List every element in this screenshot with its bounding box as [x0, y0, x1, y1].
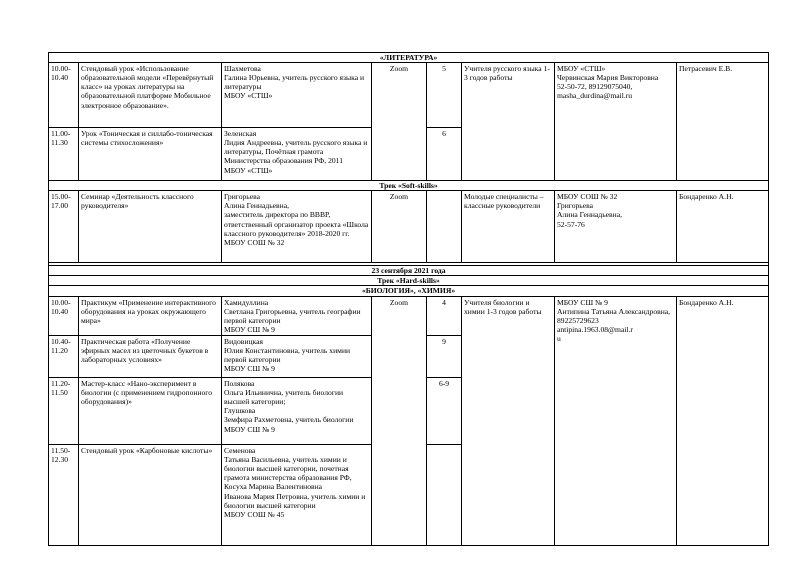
date-header: 23 сентября 2021 года: [49, 266, 769, 276]
grade-cell: 4: [427, 296, 462, 335]
speaker-cell: Григорьева Алина Геннадьевна, заместитель директора по ВВВР, ответственный организатор проекта «Школа классного руководителя» 2018-2020 гг. МБОУ СОШ № 32: [222, 191, 372, 263]
audience-cell: Учителя русского языка 1-3 годов работы: [462, 63, 555, 181]
audience-cell: Молодые специалисты – классные руководители: [462, 191, 555, 263]
grade-cell: 5: [427, 63, 462, 128]
contact-cell: МБОУ «СТШ» Червинская Мария Викторовна 52-50-72, 89129075040, masha_durdina@mail.ru: [555, 63, 677, 181]
format-cell: Zoom: [372, 63, 427, 181]
event-cell: Практикум «Применение интерактивного оборудования на уроках окружающего мира»: [79, 296, 222, 335]
event-cell: Мастер-класс «Нано-эксперимент в биологии (с применением гидропонного оборудования)»: [79, 377, 222, 444]
event-cell: Практическая работа «Получение эфирных масел из цветочных букетов в лабораторных условиях»: [79, 335, 222, 377]
hard-track-row: [49, 276, 769, 286]
grade-cell: 6-9: [427, 377, 462, 444]
grade-cell: 9: [427, 335, 462, 377]
time-cell: 15.00-17.00: [49, 191, 79, 263]
format-cell: Zoom: [372, 296, 427, 545]
table-row: [49, 296, 769, 335]
speaker-cell: Хамидуллина Светлана Григорьевна, учитель географии первой категории МБОУ СШ № 9: [222, 296, 372, 335]
time-cell: 10.00-10.40: [49, 63, 79, 128]
speaker-cell: Шахметова Галина Юрьевна, учитель русского языка и литературы МБОУ «СТШ»: [222, 63, 372, 128]
soft-track-row: [49, 181, 769, 191]
speaker-cell: Видовицкая Юлия Константиновна, учитель химии первой категории МБОУ СШ № 9: [222, 335, 372, 377]
contact-cell: МБОУ СШ № 9 Антипина Татьяна Александровна, 89225729623 antipina.1963.08@mail.r u: [555, 296, 677, 545]
moderator-cell: Бондаренко А.Н.: [677, 191, 769, 263]
format-cell: Zoom: [372, 191, 427, 263]
grade-cell: 6: [427, 128, 462, 181]
event-cell: Семинар «Деятельность классного руководителя»: [79, 191, 222, 263]
bio-header-row: [49, 286, 769, 296]
time-cell: 11.20-11.50: [49, 377, 79, 444]
moderator-cell: Бондаренко А.Н.: [677, 296, 769, 545]
schedule-table: [48, 52, 769, 546]
time-cell: 11.50-12.30: [49, 444, 79, 545]
table-row: [49, 63, 769, 128]
track-header-soft: Трек «Soft-skills»: [49, 181, 769, 191]
section-header-biology: «БИОЛОГИЯ», «ХИМИЯ»: [49, 286, 769, 296]
grade-cell: [427, 191, 462, 263]
date-row: [49, 266, 769, 276]
track-header-hard: Трек «Hard-skills»: [49, 276, 769, 286]
lit-header-row: [49, 53, 769, 63]
contact-cell: МБОУ СОШ № 32 Григорьева Алина Геннадьевна, 52-57-76: [555, 191, 677, 263]
time-cell: 11.00-11.30: [49, 128, 79, 181]
speaker-cell: Полякова Ольга Ильинична, учитель биологии высшей категории; Глушкова Земфира Рахметовна, учитель биологии МБОУ СШ № 9: [222, 377, 372, 444]
event-cell: Стендовый урок «Карбоновые кислоты»: [79, 444, 222, 545]
time-cell: 10.00-10.40: [49, 296, 79, 335]
section-header-literature: «ЛИТЕРАТУРА»: [49, 53, 769, 63]
time-cell: 10.40-11.20: [49, 335, 79, 377]
audience-cell: Учителя биологии и химии 1-3 годов работы: [462, 296, 555, 545]
speaker-cell: Семенова Татьяна Васильевна, учитель химии и биологии высшей категории, почетная грамота министерства образования РФ, Косуха Марина Валентиновна Иванова Мария Петровна, учитель химии и биологии высшей категории МБОУ СОШ № 45: [222, 444, 372, 545]
event-cell: Стендовый урок «Использование образовательной модели «Перевёрнутый класс» на уроках литературы на образовательной платформе Мобильное электронное образование».: [79, 63, 222, 128]
moderator-cell: Петрасевич Е.В.: [677, 63, 769, 181]
grade-cell: [427, 444, 462, 545]
event-cell: Урок «Тоническая и силлабо-тоническая системы стихосложения»: [79, 128, 222, 181]
speaker-cell: Зеленская Лидия Андреевна, учитель русского языка и литературы, Почётная грамота Министерства образования РФ, 2011 МБОУ «СТШ»: [222, 128, 372, 181]
table-row: [49, 191, 769, 263]
